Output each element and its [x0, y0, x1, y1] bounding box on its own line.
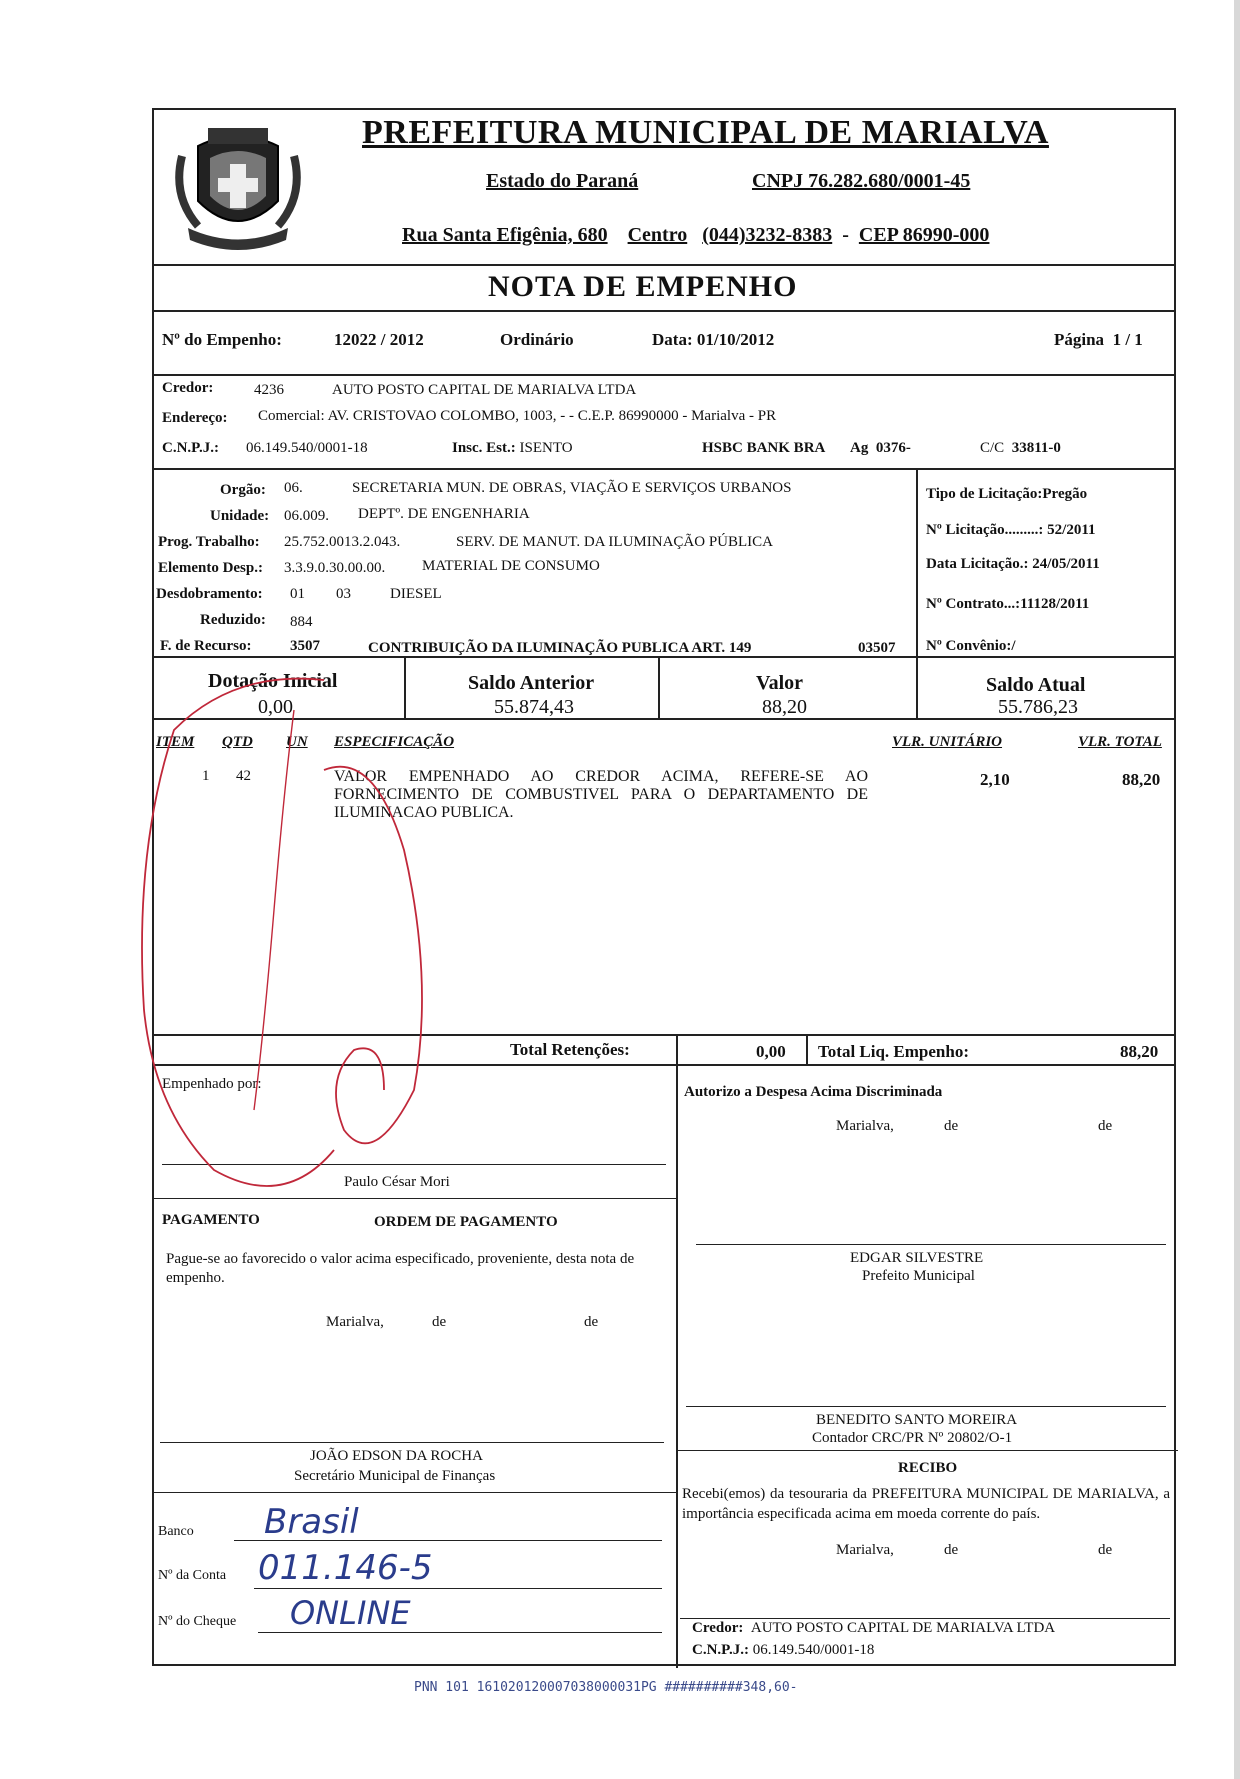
dotacao-value: 0,00 [258, 696, 293, 718]
red-signature-mark [114, 650, 554, 1330]
recibo-cnpj-value: 06.149.540/0001-18 [752, 1642, 875, 1658]
empenhado-label: Empenhado por: [162, 1076, 262, 1092]
telefone: (044)3232-8383 [702, 224, 833, 246]
signature-line [160, 1442, 664, 1443]
doc-title: NOTA DE EMPENHO [488, 270, 798, 303]
saldo-atual-value: 55.786,23 [998, 696, 1078, 718]
cep: CEP 86990-000 [858, 224, 990, 246]
credor-name: AUTO POSTO CAPITAL DE MARIALVA LTDA [332, 382, 637, 398]
banco-label: Banco [158, 1524, 194, 1539]
desdobramento-label: Desdobramento: [156, 586, 263, 602]
recurso-label: F. de Recurso: [160, 638, 252, 654]
unidade-label: Unidade: [210, 508, 270, 524]
endereco-rua: Rua Santa Efigênia, 680 [402, 224, 608, 246]
agencia-label: Ag [850, 440, 869, 456]
divider [676, 1064, 678, 1668]
pagamento-texto: Pague-se ao favorecido o valor acima especificado, proveniente, desta nota de empenho. [166, 1251, 635, 1286]
divider [154, 468, 1174, 470]
autorizo-label: Autorizo a Despesa Acima Discriminada [684, 1084, 943, 1100]
divider [154, 374, 1174, 376]
authentication-stamp: PNN 101 161020120007038000031PG ##########348,60- [414, 1680, 798, 1695]
divider [916, 656, 918, 718]
divider [676, 1034, 678, 1064]
item-number: 1 [202, 768, 210, 784]
municipal-crest-logo [168, 116, 308, 256]
item-valor-total: 88,20 [1122, 770, 1161, 789]
divider [154, 1492, 676, 1493]
numero-contrato: Nº Contrato...:11128/2011 [926, 596, 1090, 612]
cnpj-label: C.N.P.J.: [162, 440, 219, 456]
pagina-value: 1 / 1 [1112, 330, 1143, 349]
agencia-value: 0376- [875, 440, 911, 456]
credor-label: Credor: [162, 380, 214, 396]
conta-label: C/C [980, 440, 1005, 456]
nota-empenho-form [152, 108, 1176, 1666]
item-valor-unitario: 2,10 [980, 770, 1010, 789]
autorizo-de2: de [1098, 1118, 1113, 1134]
unidade-name: DEPTº. DE ENGENHARIA [358, 506, 530, 522]
prefeito-cargo: Prefeito Municipal [862, 1268, 975, 1284]
autorizo-local: Marialva, [836, 1118, 894, 1134]
data-licitacao: Data Licitação.: 24/05/2011 [926, 556, 1100, 572]
divider [916, 468, 918, 656]
secretario-cargo: Secretário Municipal de Finanças [294, 1468, 496, 1484]
saldo-atual-label: Saldo Atual [986, 674, 1086, 696]
cheque-handwritten: ONLINE [290, 1594, 411, 1632]
conta-value: 33811-0 [1011, 440, 1061, 456]
dotacao-label: Dotação Inicial [208, 670, 338, 692]
pagamento-label: PAGAMENTO [162, 1212, 260, 1228]
desdobramento-name: DIESEL [390, 586, 442, 602]
insc-value: ISENTO [519, 440, 573, 456]
recibo-cnpj-label: C.N.P.J.: [692, 1642, 749, 1658]
valor-label: Valor [756, 672, 804, 694]
prefeitura-cnpj: CNPJ 76.282.680/0001-45 [752, 170, 971, 192]
autorizo-de1: de [944, 1118, 959, 1134]
col-item: ITEM [156, 734, 195, 750]
saldo-anterior-value: 55.874,43 [494, 696, 574, 718]
saldo-anterior-label: Saldo Anterior [468, 672, 595, 694]
prog-code: 25.752.0013.2.043. [284, 534, 401, 550]
empenho-tipo: Ordinário [500, 330, 574, 349]
prog-label: Prog. Trabalho: [158, 534, 260, 550]
divider [154, 264, 1174, 266]
page-title: PREFEITURA MUNICIPAL DE MARIALVA [362, 114, 1049, 151]
orgao-label: Orgão: [220, 482, 266, 498]
divider [676, 1450, 1178, 1451]
empenho-number: 12022 / 2012 [334, 330, 424, 349]
col-qtd: QTD [222, 734, 253, 750]
endereco-value: Comercial: AV. CRISTOVAO COLOMBO, 1003, - - C.E.P. 86990000 - Marialva - PR [258, 408, 777, 424]
empenho-data: Data: 01/10/2012 [652, 330, 775, 349]
total-liquido-label: Total Liq. Empenho: [818, 1042, 969, 1061]
contador-cargo: Contador CRC/PR Nº 20802/O-1 [812, 1430, 1013, 1446]
signature-line [680, 1618, 1170, 1619]
col-valor-unitario: VLR. UNITÁRIO [892, 734, 1003, 750]
credor-code: 4236 [254, 382, 284, 398]
cnpj-value: 06.149.540/0001-18 [246, 440, 368, 456]
recibo-title: RECIBO [898, 1460, 958, 1476]
elemento-label: Elemento Desp.: [158, 560, 263, 576]
cheque-label: Nº do Cheque [158, 1614, 237, 1629]
orgao-name: SECRETARIA MUN. DE OBRAS, VIAÇÃO E SERVIÇOS URBANOS [352, 480, 792, 496]
recibo-local: Marialva, [836, 1542, 894, 1558]
retencoes-label: Total Retenções: [510, 1040, 630, 1059]
orgao-code: 06. [284, 480, 303, 496]
reduzido-value: 884 [290, 614, 313, 630]
page-edge [1234, 0, 1240, 1779]
numero-licitacao: Nº Licitação.........: 52/2011 [926, 522, 1096, 538]
pagina-label: Página [1054, 330, 1105, 349]
secretario-nome: JOÃO EDSON DA ROCHA [310, 1448, 483, 1464]
signature-line [686, 1406, 1166, 1407]
divider [658, 656, 660, 718]
banco-name: HSBC BANK BRA [702, 440, 826, 456]
prog-name: SERV. DE MANUT. DA ILUMINAÇÃO PÚBLICA [456, 534, 774, 550]
reduzido-label: Reduzido: [200, 612, 266, 628]
ordem-pagamento-label: ORDEM DE PAGAMENTO [374, 1214, 558, 1230]
recibo-de1: de [944, 1542, 959, 1558]
item-especificacao: VALOR EMPENHADO AO CREDOR ACIMA, REFERE-SE AO FORNECIMENTO DE COMBUSTIVEL PARA O DEPARTAMENTO DE ILUMINACAO PUBLICA. [334, 768, 868, 821]
recurso-code2: 03507 [858, 640, 896, 656]
empenho-number-label: Nº do Empenho: [162, 330, 282, 349]
conta-line [254, 1588, 662, 1589]
endereco-bairro: Centro [627, 224, 688, 246]
cheque-line [258, 1632, 662, 1633]
signature-line [696, 1244, 1166, 1245]
recurso-code: 3507 [290, 638, 320, 654]
valor-value: 88,20 [762, 696, 807, 718]
recibo-texto: Recebi(emos) da tesouraria da PREFEITURA MUNICIPAL DE MARIALVA, a importância especificada acima em moeda corrente do país. [682, 1486, 1170, 1522]
banco-handwritten: Brasil [264, 1502, 359, 1542]
recibo-de2: de [1098, 1542, 1113, 1558]
unidade-code: 06.009. [284, 508, 329, 524]
empenhado-nome: Paulo César Mori [344, 1174, 450, 1190]
desdobramento-a: 01 [290, 586, 305, 602]
pagamento-de1: de [432, 1314, 447, 1330]
divider [154, 310, 1174, 312]
desdobramento-b: 03 [336, 586, 351, 602]
insc-label: Insc. Est.: [452, 440, 516, 456]
elemento-code: 3.3.9.0.30.00.00. [284, 560, 386, 576]
elemento-name: MATERIAL DE CONSUMO [422, 558, 600, 574]
pagamento-de2: de [584, 1314, 599, 1330]
numero-convenio: Nº Convênio:/ [926, 638, 1016, 654]
tipo-licitacao: Tipo de Licitação:Pregão [926, 486, 1088, 502]
pagamento-local: Marialva, [326, 1314, 384, 1330]
separator: - [842, 224, 849, 246]
recibo-credor-label: Credor: [692, 1620, 744, 1636]
col-especificacao: ESPECIFICAÇÃO [334, 734, 455, 750]
col-valor-total: VLR. TOTAL [1078, 734, 1162, 750]
estado-label: Estado do Paraná [486, 170, 639, 192]
conta-label: Nº da Conta [158, 1568, 227, 1583]
col-un: UN [286, 734, 308, 750]
conta-handwritten: 011.146-5 [258, 1548, 433, 1588]
contador-nome: BENEDITO SANTO MOREIRA [816, 1412, 1018, 1428]
total-liquido-value: 88,20 [1120, 1042, 1159, 1061]
item-qtd: 42 [236, 768, 251, 784]
recibo-credor-value: AUTO POSTO CAPITAL DE MARIALVA LTDA [750, 1620, 1056, 1636]
endereco-label: Endereço: [162, 410, 228, 426]
retencoes-value: 0,00 [756, 1042, 786, 1061]
recurso-name: CONTRIBUIÇÃO DA ILUMINAÇÃO PUBLICA ART. 149 [368, 640, 752, 656]
prefeito-nome: EDGAR SILVESTRE [850, 1250, 984, 1266]
divider [806, 1034, 808, 1064]
